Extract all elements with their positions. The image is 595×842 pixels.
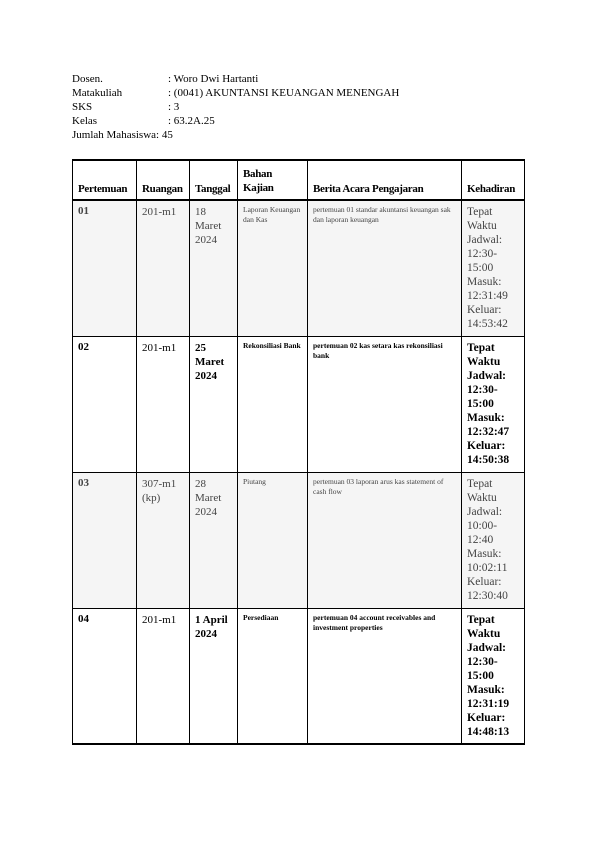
- cell-bahan-kajian: Persediaan: [238, 608, 308, 744]
- header-pertemuan: Pertemuan: [73, 160, 137, 200]
- table-header: [73, 160, 525, 200]
- header-tanggal: Tanggal: [190, 160, 238, 200]
- kehadiran-keluar: Keluar: 14:53:42: [467, 304, 508, 330]
- dosen-label: Dosen.: [72, 73, 103, 85]
- dosen-value: : Woro Dwi Hartanti: [168, 73, 259, 85]
- matakuliah-value: : (0041) AKUNTANSI KEUANGAN MENENGAH: [168, 87, 400, 99]
- jumlah-mahasiswa-value: : 45: [156, 129, 173, 141]
- table-row: [73, 200, 525, 336]
- jumlah-mahasiswa-row: [72, 128, 399, 142]
- kehadiran-keluar: Keluar: 12:30:40: [467, 575, 508, 602]
- sks-row: [72, 100, 399, 114]
- cell-tanggal: 18 Maret 2024: [190, 200, 238, 336]
- cell-kehadiran: [462, 472, 525, 608]
- attendance-table: [72, 159, 525, 745]
- kehadiran-jadwal: Jadwal: 12:30-15:00: [467, 369, 506, 410]
- kelas-row: [72, 114, 399, 128]
- cell-berita-acara: pertemuan 04 account receivables and investment properties: [308, 608, 462, 744]
- cell-bahan-kajian: Piutang: [238, 472, 308, 608]
- header-berita-acara: Berita Acara Pengajaran: [308, 160, 462, 200]
- kehadiran-jadwal: Jadwal: 12:30-15:00: [467, 234, 503, 274]
- sks-value: : 3: [168, 101, 180, 113]
- cell-ruangan: 201-m1: [137, 336, 190, 472]
- cell-tanggal: 28 Maret 2024: [190, 472, 238, 608]
- header-bahan-kajian: [238, 160, 308, 200]
- cell-kehadiran: [462, 200, 525, 336]
- header-bahan-line1: Bahan: [243, 168, 273, 180]
- cell-berita-acara: pertemuan 01 standar akuntansi keuangan sak dan laporan keuangan: [308, 200, 462, 336]
- kehadiran-keluar: Keluar: 14:48:13: [467, 711, 510, 738]
- kelas-value: : 63.2A.25: [168, 115, 215, 127]
- jumlah-mahasiswa-label: Jumlah Mahasiswa: [72, 129, 157, 141]
- table-body: [73, 200, 525, 744]
- kehadiran-jadwal: Jadwal: 12:30-15:00: [467, 641, 506, 682]
- kehadiran-jadwal: Jadwal: 10:00-12:40: [467, 505, 503, 546]
- kehadiran-status: Tepat Waktu: [467, 477, 497, 504]
- cell-ruangan: 307-m1 (kp): [137, 472, 190, 608]
- kehadiran-status: Tepat Waktu: [467, 613, 501, 640]
- matakuliah-row: [72, 86, 399, 100]
- kelas-label: Kelas: [72, 115, 98, 127]
- cell-tanggal: 25 Maret 2024: [190, 336, 238, 472]
- kehadiran-masuk: Masuk: 10:02:11: [467, 547, 508, 574]
- cell-pertemuan: 03: [73, 472, 137, 608]
- matakuliah-label: Matakuliah: [72, 87, 123, 99]
- cell-kehadiran: [462, 608, 525, 744]
- header-kehadiran: Kehadiran: [462, 160, 525, 200]
- kehadiran-masuk: Masuk: 12:31:19: [467, 683, 510, 710]
- cell-pertemuan: 01: [73, 200, 137, 336]
- course-info: [72, 72, 399, 142]
- cell-ruangan: 201-m1: [137, 608, 190, 744]
- kehadiran-masuk: Masuk: 12:31:49: [467, 276, 508, 302]
- cell-tanggal: 1 April 2024: [190, 608, 238, 744]
- cell-bahan-kajian: Rekonsiliasi Bank: [238, 336, 308, 472]
- header-ruangan: Ruangan: [137, 160, 190, 200]
- cell-berita-acara: pertemuan 03 laporan arus kas statement of cash flow: [308, 472, 462, 608]
- kehadiran-status: Tepat Waktu: [467, 206, 497, 232]
- cell-kehadiran: [462, 336, 525, 472]
- table-row: [73, 608, 525, 744]
- cell-bahan-kajian: Laporan Keuangan dan Kas: [238, 200, 308, 336]
- dosen-row: [72, 72, 399, 86]
- table-row: [73, 336, 525, 472]
- cell-pertemuan: 04: [73, 608, 137, 744]
- kehadiran-keluar: Keluar: 14:50:38: [467, 439, 510, 466]
- cell-pertemuan: 02: [73, 336, 137, 472]
- kehadiran-status: Tepat Waktu: [467, 341, 501, 368]
- sks-label: SKS: [72, 101, 93, 113]
- kehadiran-masuk: Masuk: 12:32:47: [467, 411, 510, 438]
- cell-berita-acara: pertemuan 02 kas setara kas rekonsiliasi bank: [308, 336, 462, 472]
- header-bahan-line2: Kajian: [243, 182, 274, 194]
- table-row: [73, 472, 525, 608]
- header-row: [73, 160, 525, 200]
- cell-ruangan: 201-m1: [137, 200, 190, 336]
